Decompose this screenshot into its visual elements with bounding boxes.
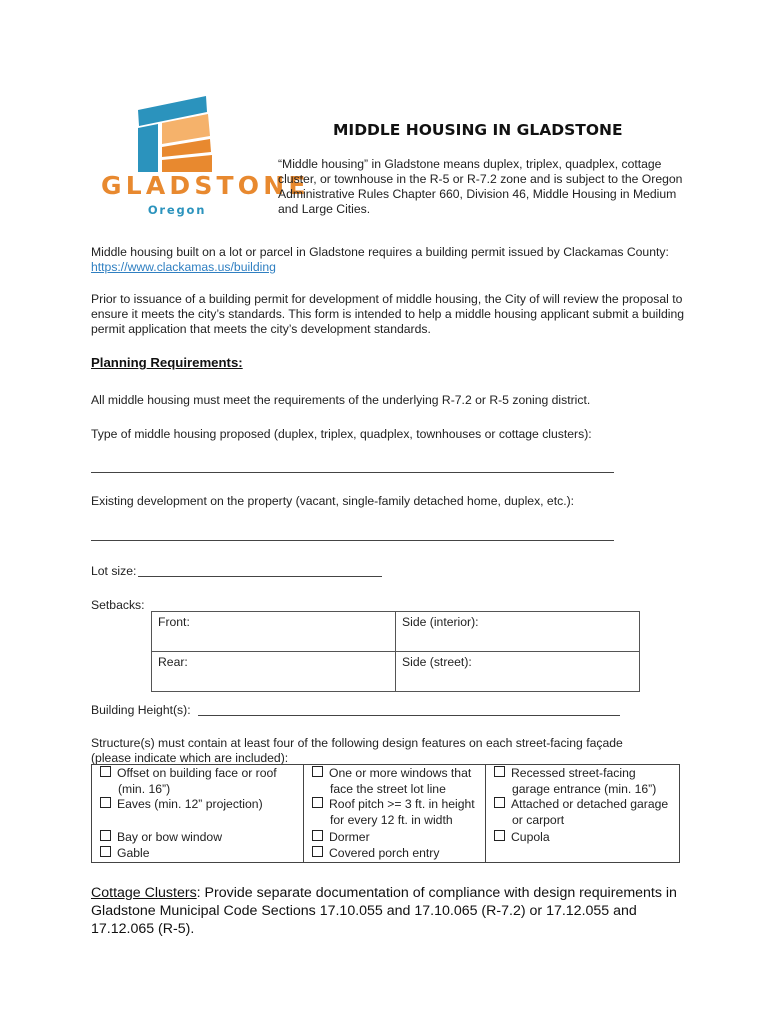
permit-paragraph [91,245,691,275]
design-features-instruction-2: (please indicate which are included): [91,751,289,765]
feature-porch: Covered porch entry [312,846,480,862]
zoning-requirement-text: All middle housing must meet the requirements of the underlying R-7.2 or R-5 zoning district. [91,393,591,407]
existing-development-field[interactable] [91,540,614,541]
feature-cupola: Cupola [494,830,674,846]
housing-type-field[interactable] [91,472,614,473]
planning-requirements-heading: Planning Requirements: [91,355,243,370]
recessed-garage-checkbox[interactable] [494,766,505,777]
bay-window-checkbox[interactable] [100,830,111,841]
setbacks-table [151,611,640,692]
cupola-checkbox[interactable] [494,830,505,841]
housing-type-label: Type of middle housing proposed (duplex, triplex, quadplex, townhouses or cottage clusters): [91,427,592,441]
logo-wordmark: GLADSTONE [101,171,310,200]
cottage-clusters-label: Cottage Clusters [91,885,197,901]
feature-roof-pitch: Roof pitch >= 3 ft. in height [312,797,480,813]
feature-offset: Offset on building face or roof [100,766,298,782]
feature-gable: Gable [100,846,298,862]
feature-roof-pitch-cont: for every 12 ft. in width [330,812,453,827]
attached-garage-checkbox[interactable] [494,797,505,808]
dormer-checkbox[interactable] [312,830,323,841]
setback-front-cell[interactable]: Front: [152,612,396,652]
setback-rear-cell[interactable]: Rear: [152,652,396,692]
windows-checkbox[interactable] [312,766,323,777]
feature-attached-garage: Attached or detached garage [494,797,674,813]
feature-eaves: Eaves (min. 12” projection) [100,797,298,813]
setback-side-street-cell[interactable]: Side (street): [396,652,640,692]
building-height-label: Building Height(s): [91,703,191,717]
feature-bay-window: Bay or bow window [100,830,298,846]
design-features-instruction-1: Structure(s) must contain at least four of the following design features on each street-facing façade [91,736,623,750]
cottage-clusters-note [91,884,681,938]
feature-recessed-garage-cont: garage entrance (min. 16”) [512,781,657,796]
cottage-clusters-text: : Provide separate documentation of compliance with design requirements in Gladstone Municipal Code Sections 17.10.055 and 17.10.065 (R-7.2) or 17.12.055 and 17.12.065 (R-5). [91,885,677,937]
eaves-checkbox[interactable] [100,797,111,808]
setbacks-label: Setbacks: [91,598,145,612]
gladstone-logo-mark [100,94,240,174]
gable-checkbox[interactable] [100,846,111,857]
existing-development-label: Existing development on the property (vacant, single-family detached home, duplex, etc.): [91,494,575,508]
roof-pitch-checkbox[interactable] [312,797,323,808]
page-title: MIDDLE HOUSING IN GLADSTONE [333,121,623,139]
clackamas-building-link[interactable]: https://www.clackamas.us/building [91,260,276,274]
feature-offset-cont: (min. 16”) [118,781,171,796]
permit-text: Middle housing built on a lot or parcel in Gladstone requires a building permit issued by Clackamas County: [91,245,669,259]
middle-housing-definition: “Middle housing” in Gladstone means duplex, triplex, quadplex, cottage cluster, or townhouse in the R-5 or R-7.2 zone and is subject to the Oregon Administrative Rules Chapter 660, Division 46, Middle Housing in Medium and Large Cities. [278,157,683,216]
porch-checkbox[interactable] [312,846,323,857]
lot-size-label: Lot size: [91,564,137,578]
feature-windows-cont: face the street lot line [330,781,446,796]
building-height-field[interactable] [198,715,620,716]
setback-side-interior-cell[interactable]: Side (interior): [396,612,640,652]
offset-checkbox[interactable] [100,766,111,777]
feature-windows: One or more windows that [312,766,480,782]
feature-dormer: Dormer [312,830,480,846]
feature-recessed-garage: Recessed street-facing [494,766,674,782]
lot-size-field[interactable] [138,576,382,577]
prior-issuance-paragraph: Prior to issuance of a building permit for development of middle housing, the City of will review the proposal to ensure it meets the city’s standards. This form is intended to help a middle housing applicant submit a building permit application that meets the city’s development standards. [91,292,685,336]
design-features-table [91,764,680,863]
logo-subtitle: Oregon [147,203,207,217]
feature-attached-garage-cont: or carport [512,812,565,827]
